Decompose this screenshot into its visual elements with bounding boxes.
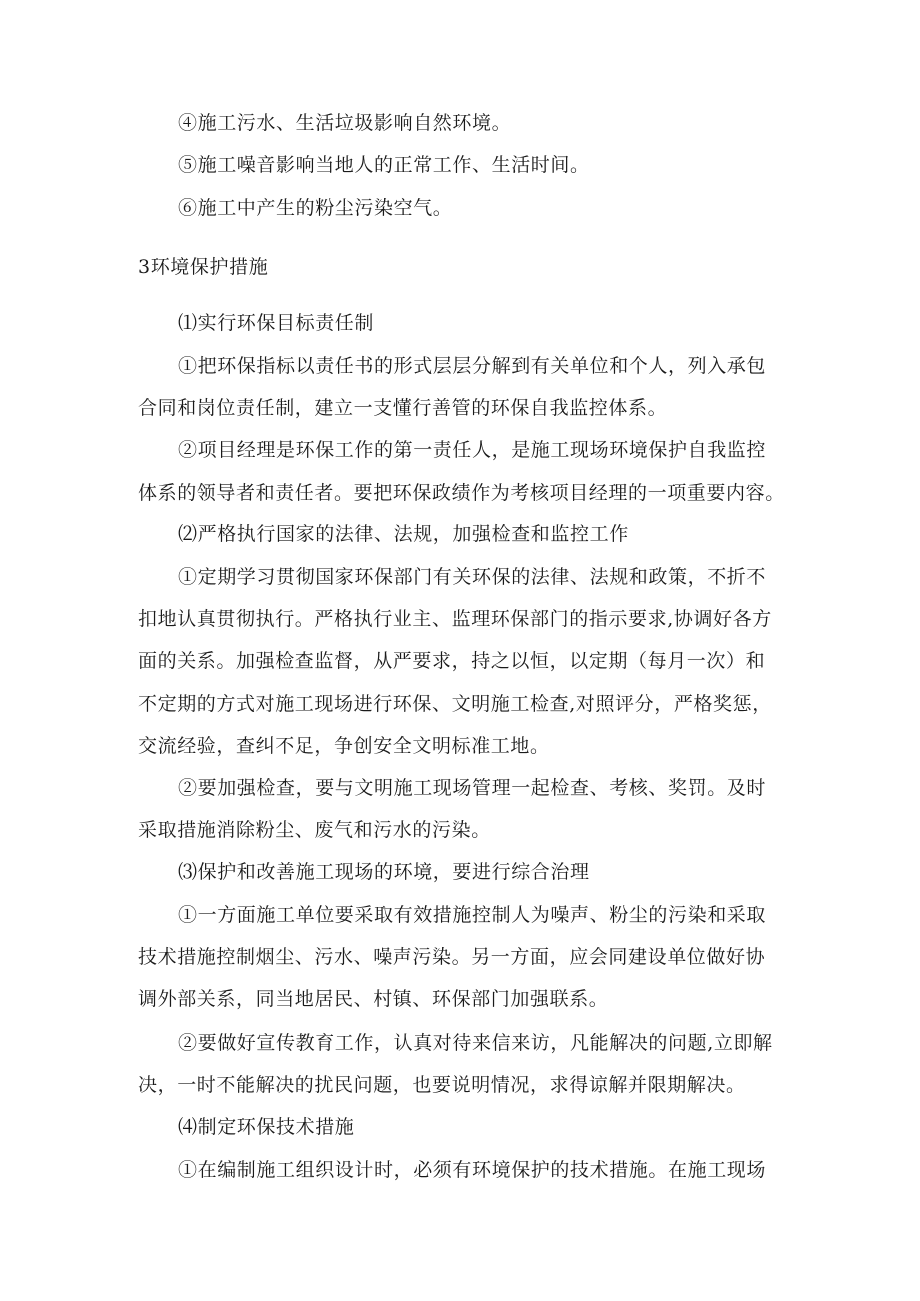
paragraph-line: ①在编制施工组织设计时，必须有环境保护的技术措施。在施工现场 bbox=[178, 1159, 767, 1181]
list-item: ⑥施工中产生的粉尘污染空气。 bbox=[178, 197, 453, 219]
paragraph-line: 面的关系。加强检查监督，从严要求，持之以恒，以定期（每月一次）和 bbox=[138, 650, 766, 672]
subsection-heading: ⑴实行环保目标责任制 bbox=[178, 312, 375, 334]
subsection-heading: ⑵严格执行国家的法律、法规，加强检查和监控工作 bbox=[178, 523, 629, 545]
paragraph-line: 交流经验，查纠不足，争创安全文明标准工地。 bbox=[138, 735, 550, 757]
subsection-heading: ⑶保护和改善施工现场的环境，要进行综合治理 bbox=[178, 861, 590, 883]
paragraph-line: 扣地认真贯彻执行。严格执行业主、监理环保部门的指示要求,协调好各方 bbox=[138, 608, 772, 630]
paragraph-line: 体系的领导者和责任者。要把环保政绩作为考核项目经理的一项重要内容。 bbox=[138, 482, 785, 504]
paragraph-line: 技术措施控制烟尘、污水、噪声污染。另一方面，应会同建设单位做好协 bbox=[138, 946, 766, 968]
section-heading: 3环境保护措施 bbox=[138, 256, 269, 278]
paragraph-line: 合同和岗位责任制，建立一支懂行善管的环保自我监控体系。 bbox=[138, 397, 668, 419]
paragraph-line: ②项目经理是环保工作的第一责任人，是施工现场环境保护自我监控 bbox=[178, 439, 767, 461]
paragraph-line: 决，一时不能解决的扰民问题，也要说明情况，求得谅解并限期解决。 bbox=[138, 1074, 746, 1096]
subsection-heading: ⑷制定环保技术措施 bbox=[178, 1116, 355, 1138]
list-item: ⑤施工噪音影响当地人的正常工作、生活时间。 bbox=[178, 154, 590, 176]
paragraph-line: 调外部关系，同当地居民、村镇、环保部门加强联系。 bbox=[138, 988, 609, 1010]
paragraph-line: ①一方面施工单位要采取有效措施控制人为噪声、粉尘的污染和采取 bbox=[178, 904, 767, 926]
paragraph-line: ①把环保指标以责任书的形式层层分解到有关单位和个人，列入承包 bbox=[178, 355, 767, 377]
paragraph-line: ②要做好宣传教育工作，认真对待来信来访，凡能解决的问题,立即解 bbox=[178, 1032, 773, 1054]
paragraph-line: 采取措施消除粉尘、废气和污水的污染。 bbox=[138, 819, 491, 841]
list-item: ④施工污水、生活垃圾影响自然环境。 bbox=[178, 112, 512, 134]
paragraph-line: 不定期的方式对施工现场进行环保、文明施工检查,对照评分，严格奖惩， bbox=[138, 693, 772, 715]
paragraph-line: ①定期学习贯彻国家环保部门有关环保的法律、法规和政策，不折不 bbox=[178, 566, 767, 588]
paragraph-line: ②要加强检查，要与文明施工现场管理一起检查、考核、奖罚。及时 bbox=[178, 777, 767, 799]
